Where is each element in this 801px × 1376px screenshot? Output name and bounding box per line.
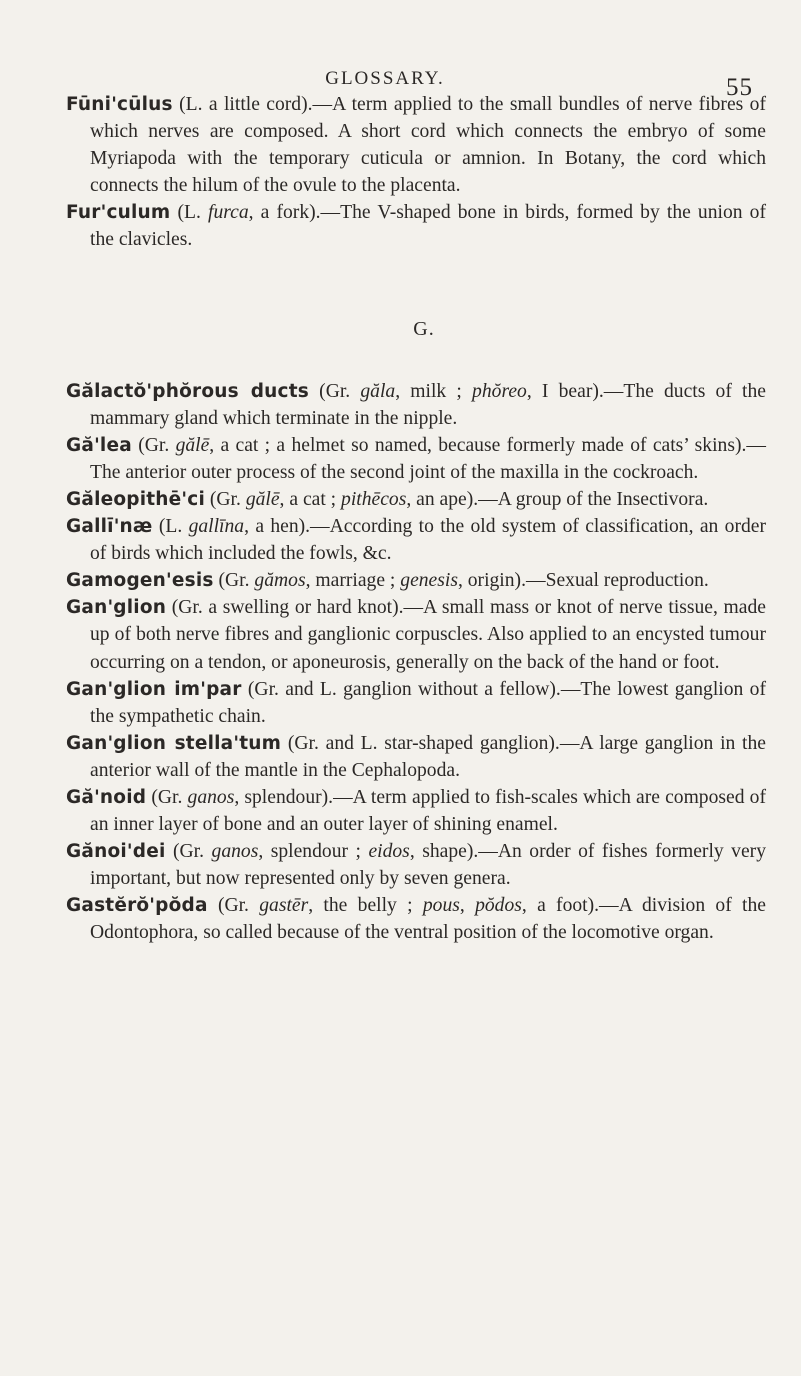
glossary-entry <box>66 486 766 513</box>
definition-text: , splendour).—A term applied to fish-scales which are composed of an inner layer of bone and an outer layer of shining enamel. <box>90 786 766 836</box>
definition-text: , marriage ; <box>305 570 401 592</box>
definition-text: , I bear).—The ducts of the mammary gland which terminate in the nipple. <box>90 380 766 429</box>
entry-headword: Gan'glion stella'tum <box>66 732 282 754</box>
definition-text: , the belly ; <box>308 895 423 917</box>
entry-headword: Gastĕrŏ'pŏda <box>66 895 208 917</box>
glossary-entry <box>66 730 766 784</box>
definition-text: (Gr. <box>207 895 260 917</box>
definition-text: (Gr. <box>308 380 361 402</box>
definition-text: (Gr. and L. star-shaped ganglion).—A large ganglion in the anterior wall of the mantle in the Cephalopoda. <box>90 732 766 781</box>
entry-headword: Fūni'cūlus <box>66 94 173 115</box>
etymology-term: gălē <box>245 488 280 510</box>
etymology-term: furca <box>208 202 249 224</box>
definition-text: , a cat ; <box>279 488 342 510</box>
entry-headword: Gamogen'esis <box>66 570 214 592</box>
glossary-entry <box>66 378 766 432</box>
entry-headword: Gănoi'dei <box>66 841 166 863</box>
definition-text: (L. <box>170 202 209 224</box>
etymology-term: eidos <box>368 841 410 863</box>
entry-headword: Gă'lea <box>66 434 132 456</box>
definition-text: , milk ; <box>395 380 473 402</box>
glossary-entry <box>66 594 766 675</box>
etymology-term: phŏreo <box>472 380 527 402</box>
etymology-term: ganos <box>211 841 259 863</box>
definition-text: (Gr. <box>204 488 246 510</box>
etymology-term: ganos <box>187 786 235 808</box>
entry-headword: Gă'noid <box>66 786 147 808</box>
entry-headword: Gan'glion <box>66 597 167 619</box>
definition-text: (Gr. <box>213 570 255 592</box>
etymology-term: pous <box>422 895 460 917</box>
etymology-term: gălē <box>175 434 210 456</box>
etymology-term: gămos <box>254 570 306 592</box>
glossary-entry <box>66 513 766 567</box>
definition-text: (Gr. <box>131 434 176 456</box>
definition-text: (L. a little cord).—A term applied to the small bundles of nerve fibres of which nerves are composed. A short cord which connects the embryo of some Myriapoda with the temporary cuticula or amnion. In Botany, the cord which connects the hilum of the ovule to the placenta. <box>90 94 766 197</box>
glossary-entries <box>66 91 766 947</box>
etymology-term: pithēcos <box>341 488 407 510</box>
etymology-term: genesis <box>400 570 458 592</box>
entry-headword: Gan'glion im'par <box>66 678 242 700</box>
glossary-entry <box>66 432 766 486</box>
entry-headword: Gallī'næ <box>66 516 153 538</box>
glossary-entry <box>66 892 766 946</box>
definition-text: (Gr. a swelling or hard knot).—A small mass or knot of nerve tissue, made up of both nerve fibres and ganglionic corpuscles. Also applied to an encysted tumour occurring on a tendon, or aponeurosis, generally on the back of the hand or foot. <box>90 597 766 673</box>
definition-text: (Gr. <box>165 841 212 863</box>
running-title: GLOSSARY. <box>325 68 445 89</box>
glossary-entry <box>66 784 766 838</box>
definition-text: , splendour ; <box>258 841 369 863</box>
entries-letter-g <box>66 378 766 947</box>
etymology-term: găla <box>360 380 396 402</box>
definition-text: , <box>459 895 476 917</box>
definition-text: , a cat ; a helmet so named, because formerly made of cats’ skins).— The anterior outer process of the second joint of the maxilla in the cockroach. <box>90 434 766 483</box>
section-letter: G. <box>413 317 435 340</box>
etymology-term: pŏdos <box>475 895 522 917</box>
definition-text: , shape).—An order of fishes formerly very important, but now represented only by seven genera. <box>90 841 766 890</box>
definition-text: , a foot).—A division of the Odontophora, so called because of the ventral position of the locomotive organ. <box>90 895 766 944</box>
definition-text: , an ape).—A group of the Insectivora. <box>406 488 709 510</box>
entry-headword: Fur'culum <box>66 202 171 224</box>
entry-headword: Gălactŏ'phŏrous ducts <box>66 380 309 402</box>
entries-letter-f <box>66 91 766 254</box>
definition-text: , origin).—Sexual reproduction. <box>457 570 709 592</box>
definition-text: (Gr. and L. ganglion without a fellow).—The lowest ganglion of the sympathetic chain. <box>90 678 766 727</box>
definition-text: , a hen).—According to the old system of classification, an order of birds which included the fowls, &c. <box>90 516 766 565</box>
definition-text: (L. <box>152 516 189 538</box>
definition-text: , a fork).—The V-shaped bone in birds, formed by the union of the clavicles. <box>90 202 766 251</box>
glossary-entry <box>66 676 766 730</box>
entry-headword: Găleopithē'ci <box>66 488 205 510</box>
etymology-term: gastēr <box>259 895 309 917</box>
glossary-entry <box>66 199 766 253</box>
etymology-term: gallīna <box>188 516 245 538</box>
glossary-entry <box>66 567 766 594</box>
definition-text: (Gr. <box>146 786 188 808</box>
glossary-entry <box>66 838 766 892</box>
glossary-entry <box>66 91 766 199</box>
page-number: 55 <box>726 74 753 101</box>
